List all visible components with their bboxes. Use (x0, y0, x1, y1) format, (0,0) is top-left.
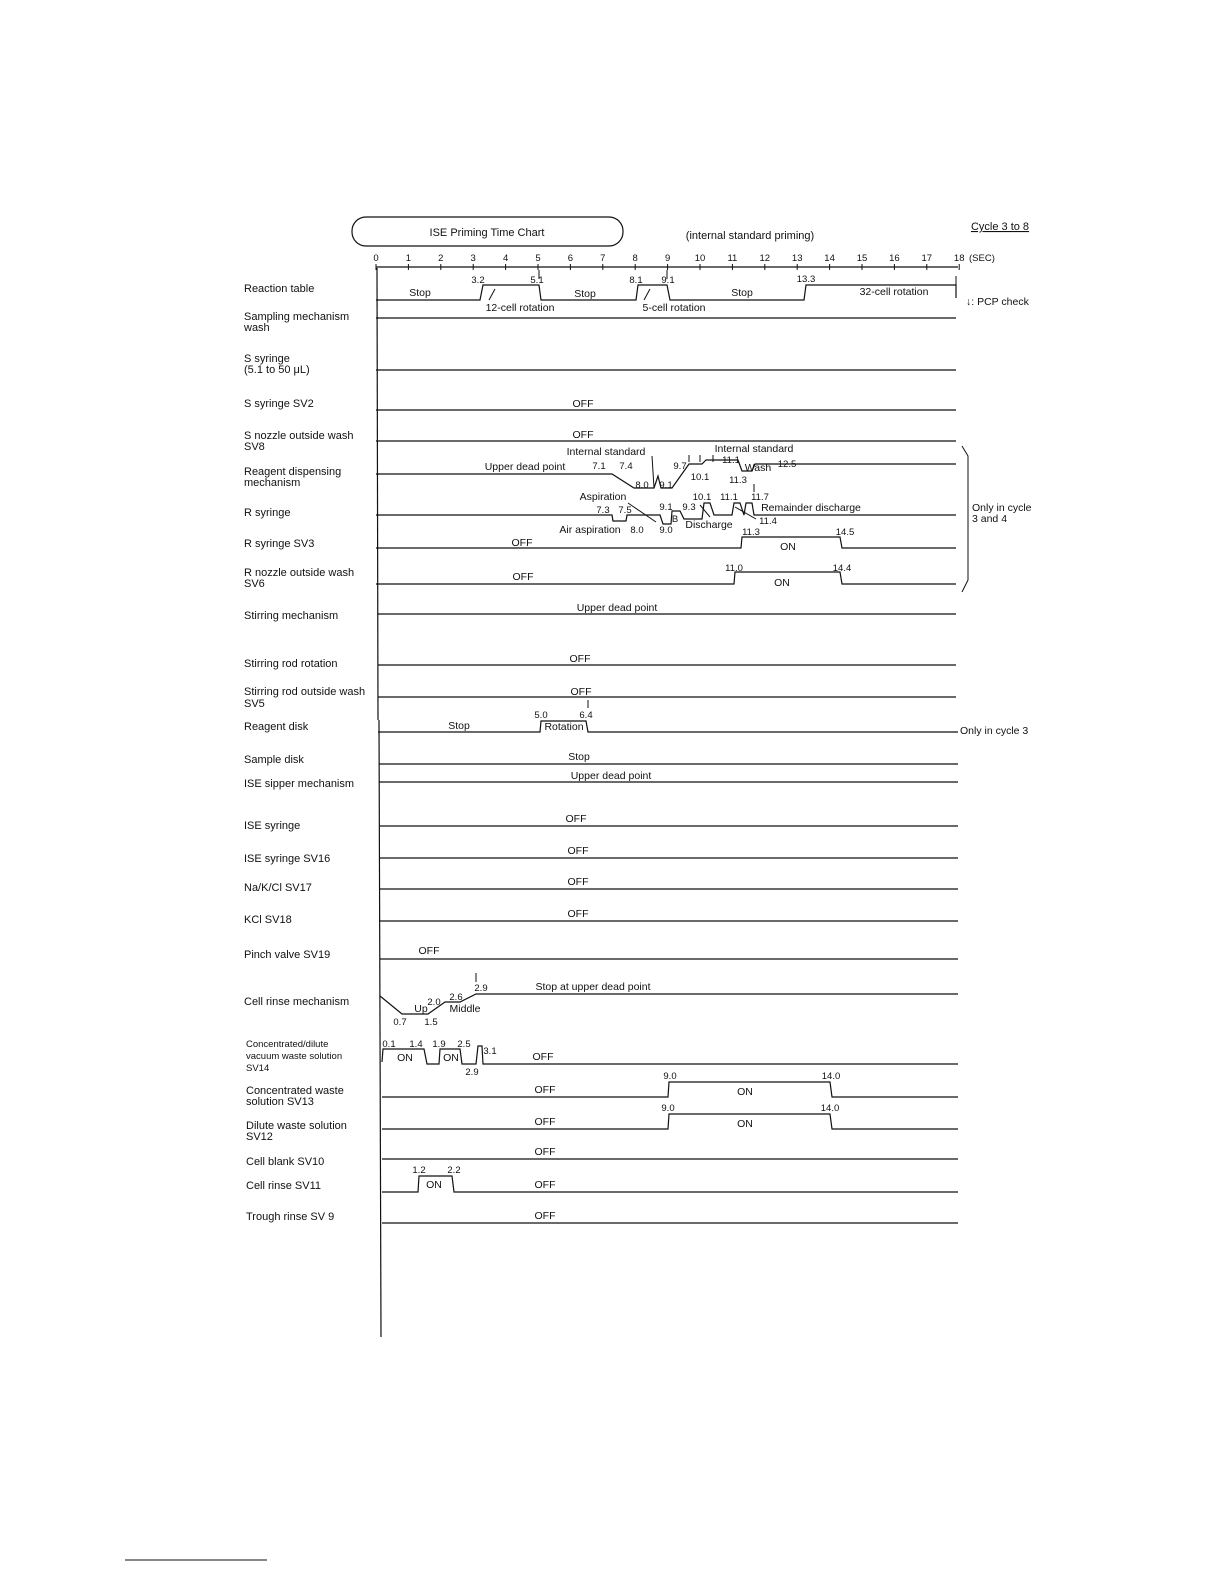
ann-rsv3-on: ON (780, 541, 796, 553)
ann-sv11-off: OFF (534, 1179, 556, 1191)
label-sv12-2: SV12 (246, 1131, 273, 1143)
ann-int-std-2: Internal standard (714, 443, 794, 455)
ann-upper-dead-rd: Upper dead point (484, 461, 566, 473)
ann-11-1b: 11.1 (720, 492, 738, 503)
ann-2-5: 2.5 (457, 1039, 471, 1050)
label-sampling-wash: Sampling mechanism (244, 311, 350, 323)
ann-14-5: 14.5 (835, 527, 855, 538)
ann-8-1: 8.1 (629, 275, 643, 286)
label-kcl: KCl SV18 (244, 914, 292, 926)
ann-rt-stop1: Stop (409, 287, 431, 299)
ann-11-3b: 11.3 (742, 527, 760, 538)
ann-stir-wash-off: OFF (570, 686, 592, 698)
tick-label: 6 (567, 253, 574, 264)
label-r-syringe: R syringe (244, 507, 291, 519)
ann-2-2: 2.2 (447, 1165, 461, 1176)
ann-1-5: 1.5 (424, 1017, 438, 1028)
tick-label: 16 (889, 253, 900, 264)
label-s-syringe-2: (5.1 to 50 μL) (244, 364, 310, 376)
tick-label: 11 (727, 253, 738, 264)
label-stir-wash: Stirring rod outside wash (244, 686, 366, 698)
ann-9-1: 9.1 (661, 275, 675, 286)
chart-subtitle: (internal standard priming) (685, 230, 815, 242)
label-ise-sv16: ISE syringe SV16 (244, 853, 331, 865)
tick-label: 7 (600, 253, 606, 264)
ann-rt-12: 12-cell rotation (485, 302, 555, 314)
tick-label: 8 (632, 253, 638, 264)
legend-only34-a: Only in cycle (972, 502, 1032, 514)
tick-label: 12 (759, 253, 771, 264)
ann-int-std-1: Internal standard (566, 446, 646, 458)
start-line (377, 268, 378, 720)
ann-s-sv8-off: OFF (572, 429, 594, 441)
ann-2-0: 2.0 (427, 997, 441, 1008)
ann-5-1: 5.1 (530, 275, 544, 286)
ann-14-0a: 14.0 (821, 1071, 841, 1082)
tick-label: 0 (373, 253, 379, 264)
ann-9-1b: 9.1 (659, 502, 673, 513)
ann-9-0b: 9.0 (663, 1071, 677, 1082)
tick-label: 10 (694, 253, 706, 264)
label-r-sv6-2: SV6 (244, 578, 265, 590)
ann-middle: Middle (449, 1003, 481, 1015)
ann-rt-stop3: Stop (731, 287, 753, 299)
ann-9-3: 9.3 (682, 502, 696, 513)
ann-B: B (671, 514, 679, 525)
ann-14-4: 14.4 (832, 563, 852, 574)
ann-sv14-off: OFF (532, 1051, 554, 1063)
ann-sv13-on: ON (737, 1086, 753, 1098)
label-stir-rot: Stirring rod rotation (244, 658, 338, 670)
ann-rsv3-off: OFF (511, 537, 533, 549)
label-sv12: Dilute waste solution (246, 1120, 347, 1132)
ann-up: Up (414, 1003, 428, 1015)
ann-2-6: 2.6 (449, 992, 463, 1003)
label-s-sv2: S syringe SV2 (244, 398, 314, 410)
label-ise-sipper: ISE sipper mechanism (244, 778, 355, 790)
arrow-discharge (700, 505, 710, 517)
label-sample-disk: Sample disk (244, 754, 304, 766)
wave-r-sv6 (376, 572, 956, 584)
ann-0-1: 0.1 (382, 1039, 396, 1050)
wave-sv13 (382, 1082, 958, 1097)
brace-cycle34 (962, 446, 968, 592)
tick-label: 1 (405, 253, 412, 264)
ann-8-0a: 8.0 (635, 480, 649, 491)
ann-9-7: 9.7 (673, 461, 687, 472)
legend-only34-b: 3 and 4 (972, 513, 1008, 525)
ann-6-4: 6.4 (579, 710, 593, 721)
label-sv13-2: solution SV13 (246, 1096, 314, 1108)
ann-11-3a: 11.3 (729, 475, 747, 486)
ann-rt-stop2: Stop (574, 288, 596, 300)
ann-kcl-off: OFF (567, 908, 589, 920)
ann-sv10-off: OFF (534, 1146, 556, 1158)
ann-7-5: 7.5 (618, 505, 632, 516)
ann-rt-32: 32-cell rotation (859, 286, 929, 298)
label-sv13: Concentrated waste (246, 1085, 344, 1097)
ann-discharge: Discharge (685, 519, 733, 531)
start-line-lower (379, 720, 381, 1337)
tick-label: 17 (921, 253, 933, 264)
label-r-sv3: R syringe SV3 (244, 538, 315, 550)
ann-wash: Wash (744, 462, 772, 474)
ann-1-9: 1.9 (432, 1039, 446, 1050)
ann-sv14-on1: ON (397, 1052, 413, 1064)
ann-rd-stop: Stop (448, 720, 470, 732)
chart-title: ISE Priming Time Chart (429, 227, 545, 239)
ann-2-9b: 2.9 (465, 1067, 479, 1078)
ann-11-1a: 11.1 (722, 455, 740, 466)
label-r-sv6: R nozzle outside wash (244, 567, 355, 579)
ann-aspiration: Aspiration (579, 491, 627, 503)
wave-sv12 (382, 1114, 958, 1129)
ann-sv13-off: OFF (534, 1084, 556, 1096)
tick-label: 2 (438, 253, 444, 264)
label-sv14-3: SV14 (246, 1063, 270, 1074)
tick-label: 15 (856, 253, 868, 264)
arrow-5cell (644, 289, 650, 300)
ann-13-3: 13.3 (796, 274, 816, 285)
arrow-aspiration (628, 503, 656, 522)
label-sv10: Cell blank SV10 (246, 1156, 325, 1168)
tick-label: 5 (535, 253, 541, 264)
ann-air-asp: Air aspiration (559, 524, 621, 536)
ann-10-1a: 10.1 (690, 472, 710, 483)
ann-ise-sv16-off: OFF (567, 845, 589, 857)
wave-r-sv3 (376, 537, 956, 548)
label-cell-rinse: Cell rinse mechanism (244, 996, 350, 1008)
ann-nakcl-off: OFF (567, 876, 589, 888)
ann-9-0a: 9.0 (659, 525, 673, 536)
ann-rd-rotation: Rotation (544, 721, 584, 733)
ann-11-4: 11.4 (759, 516, 777, 527)
wave-sv11 (382, 1176, 958, 1192)
ann-3-1: 3.1 (483, 1046, 497, 1057)
ann-rt-5: 5-cell rotation (642, 302, 706, 314)
ann-11-7: 11.7 (751, 492, 769, 503)
label-s-sv8: S nozzle outside wash (244, 430, 354, 442)
label-sv11: Cell rinse SV11 (246, 1180, 321, 1192)
ann-9-0c: 9.0 (661, 1103, 675, 1114)
ann-ise-sipper-udp: Upper dead point (570, 770, 652, 782)
ann-rsv6-on: ON (774, 577, 790, 589)
ann-ise-syringe-off: OFF (565, 813, 587, 825)
waveforms (376, 285, 958, 1223)
tick-label: 13 (791, 253, 803, 264)
ann-stop-udp: Stop at upper dead point (535, 981, 651, 993)
ann-9-1a: 9.1 (659, 480, 673, 491)
label-pinch: Pinch valve SV19 (244, 949, 331, 961)
ann-5-0: 5.0 (534, 710, 548, 721)
legend-pcp: ↓: PCP check (966, 296, 1029, 308)
ann-stirring-udp: Upper dead point (576, 602, 658, 614)
label-sv14-2: vacuum waste solution (246, 1051, 343, 1062)
ann-sv12-off: OFF (534, 1116, 556, 1128)
label-sv14: Concentrated/dilute (246, 1039, 329, 1050)
ann-stir-rot-off: OFF (569, 653, 591, 665)
label-reagent-mech-2: mechanism (244, 477, 301, 489)
tick-label: 18 (953, 253, 965, 264)
tick-label: 9 (664, 253, 671, 264)
ann-2-9a: 2.9 (474, 983, 488, 994)
label-reagent-disk: Reagent disk (244, 721, 309, 733)
ann-remainder: Remainder discharge (761, 502, 861, 514)
ann-sv9-off: OFF (534, 1210, 556, 1222)
label-ise-syringe: ISE syringe (244, 820, 301, 832)
cycle-label: Cycle 3 to 8 (970, 221, 1030, 233)
arrow-int-std (652, 456, 654, 488)
ann-7-1: 7.1 (592, 461, 606, 472)
ann-pinch-off: OFF (418, 945, 440, 957)
ann-sample-disk-stop: Stop (568, 751, 590, 763)
tick-label: 14 (824, 253, 835, 264)
label-stir-wash-2: SV5 (244, 698, 265, 710)
ann-8-0b: 8.0 (630, 525, 644, 536)
time-unit: (SEC) (969, 253, 995, 264)
label-reaction-table: Reaction table (244, 283, 315, 295)
tick-label: 3 (470, 253, 476, 264)
ann-7-4: 7.4 (619, 461, 633, 472)
ann-3-2: 3.2 (471, 275, 485, 286)
label-s-syringe: S syringe (244, 353, 290, 365)
ann-0-7: 0.7 (393, 1017, 407, 1028)
tick-label: 4 (502, 253, 509, 264)
label-nakcl: Na/K/Cl SV17 (244, 882, 312, 894)
annotations (382, 274, 1031, 1222)
ann-10-1b: 10.1 (692, 492, 712, 503)
label-sampling-wash-2: wash (244, 322, 270, 334)
ann-1-4: 1.4 (409, 1039, 423, 1050)
ann-sv11-on: ON (426, 1179, 442, 1191)
ann-14-0b: 14.0 (820, 1103, 840, 1114)
label-stirring: Stirring mechanism (244, 610, 339, 622)
ann-s-sv2-off: OFF (572, 398, 594, 410)
row-labels (243, 283, 365, 1223)
ann-1-2: 1.2 (412, 1165, 426, 1176)
ann-11-0: 11.0 (725, 563, 743, 574)
legend-only3: Only in cycle 3 (960, 725, 1029, 737)
ann-sv12-on: ON (737, 1118, 753, 1130)
ann-7-3: 7.3 (596, 505, 610, 516)
label-sv9: Trough rinse SV 9 (246, 1211, 335, 1223)
ann-rsv6-off: OFF (512, 571, 534, 583)
label-reagent-mech: Reagent dispensing (244, 466, 342, 478)
arrow-12cell (489, 289, 495, 300)
label-s-sv8-2: SV8 (244, 441, 265, 453)
ann-sv14-on2: ON (443, 1052, 459, 1064)
ann-12-5: 12.5 (777, 459, 797, 470)
